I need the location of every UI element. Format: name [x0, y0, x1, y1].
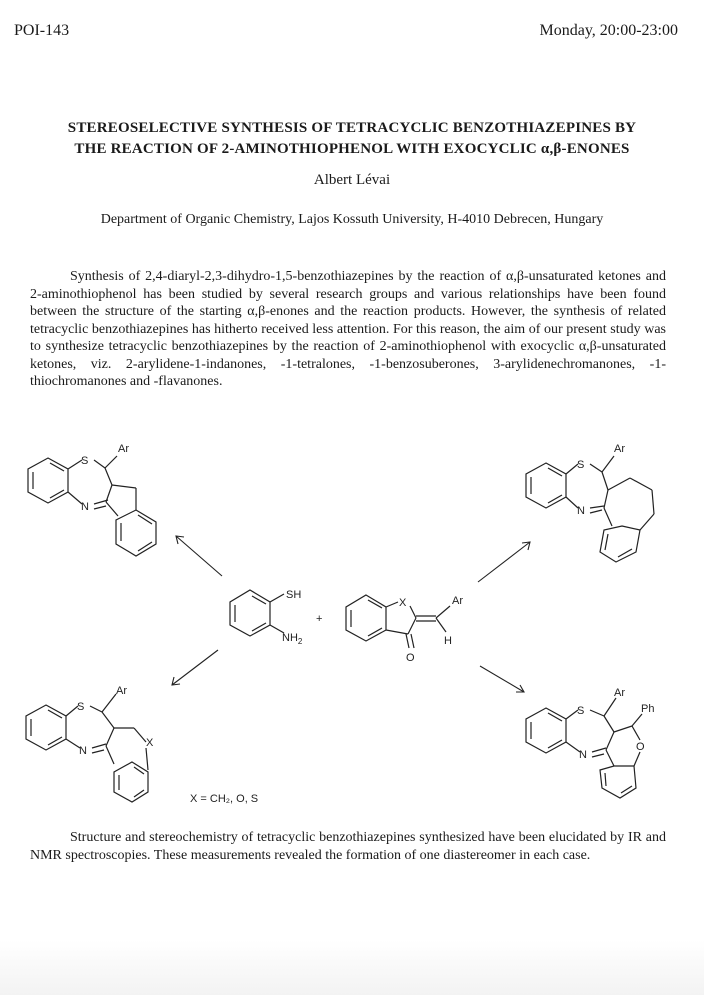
reagent-sh: SH	[286, 589, 302, 601]
x-definition: X = CH₂, O, S	[190, 793, 259, 805]
substituent-ph: Ph	[641, 703, 655, 715]
product-indanone-derived	[28, 443, 156, 556]
atom-n: N	[579, 749, 587, 761]
substituent-ar: Ar	[118, 443, 129, 455]
abstract-paragraph: Synthesis of 2,4-diaryl-2,3-dihydro-1,5-benzothiazepines by the reaction of α,β-unsaturated ketones and 2-aminothiophenol has been studied by several research groups and various relationships have been found between the structure of the starting α,β-enones and the reaction products. However, the synthesis of related tetracyclic benzothiazepines has hitherto received less attention. For this reason, the aim of our present study was to synthesize tetracyclic benzothiazepines by the reaction of 2-aminothiophenol with exocyclic α,β-unsaturated ketones, viz. 2-arylidene-1-indanones, -1-tetralones, -1-benzosuberones, 3-arylidenechromanones, -1-thiochromanones and -flavanones.	[30, 269, 666, 389]
atom-s: S	[577, 459, 585, 471]
atom-h: H	[444, 635, 452, 647]
atom-o: O	[406, 652, 415, 664]
reagent-nh2: $NH_2$	[282, 632, 303, 646]
atom-x: X	[146, 737, 154, 749]
atom-o: O	[636, 741, 645, 753]
paper-title	[20, 118, 684, 160]
atom-n: N	[81, 501, 89, 513]
title-line-2: THE REACTION OF 2-AMINOTHIOPHENOL WITH EXOCYCLIC α,β-ENONES	[74, 141, 630, 157]
substituent-ar: Ar	[614, 443, 625, 455]
conclusion-paragraph: Structure and stereochemistry of tetracyclic benzothiazepines synthesized have been elucidated by IR and NMR spectroscopies. These measurements revealed the formation of one diastereomer in each case.	[30, 830, 666, 863]
atom-s: S	[81, 455, 89, 467]
session-time: Monday, 20:00-23:00	[539, 22, 678, 39]
atom-x: X	[399, 597, 407, 609]
substituent-ar: Ar	[614, 687, 625, 699]
atom-n: N	[577, 505, 585, 517]
scan-shadow	[0, 940, 704, 995]
product-tetralone-chromanone-derived	[26, 685, 154, 802]
product-benzosuberone-derived	[526, 443, 654, 562]
reagent-2-aminothiophenol	[230, 589, 303, 646]
substituent-ar: Ar	[452, 595, 463, 607]
product-flavanone-derived	[526, 687, 654, 798]
poster-code: POI-143	[14, 22, 70, 39]
reagent-exocyclic-enone	[346, 595, 463, 664]
plus-sign: +	[316, 613, 323, 625]
reaction-scheme	[0, 430, 704, 820]
atom-s: S	[77, 701, 85, 713]
atom-s: S	[577, 705, 585, 717]
author: Albert Lévai	[313, 172, 391, 188]
title-line-1: STEREOSELECTIVE SYNTHESIS OF TETRACYCLIC BENZOTHIAZEPINES BY	[67, 120, 637, 136]
affiliation: Department of Organic Chemistry, Lajos Kossuth University, H-4010 Debrecen, Hungary	[100, 212, 604, 227]
atom-n: N	[79, 745, 87, 757]
substituent-ar: Ar	[116, 685, 127, 697]
